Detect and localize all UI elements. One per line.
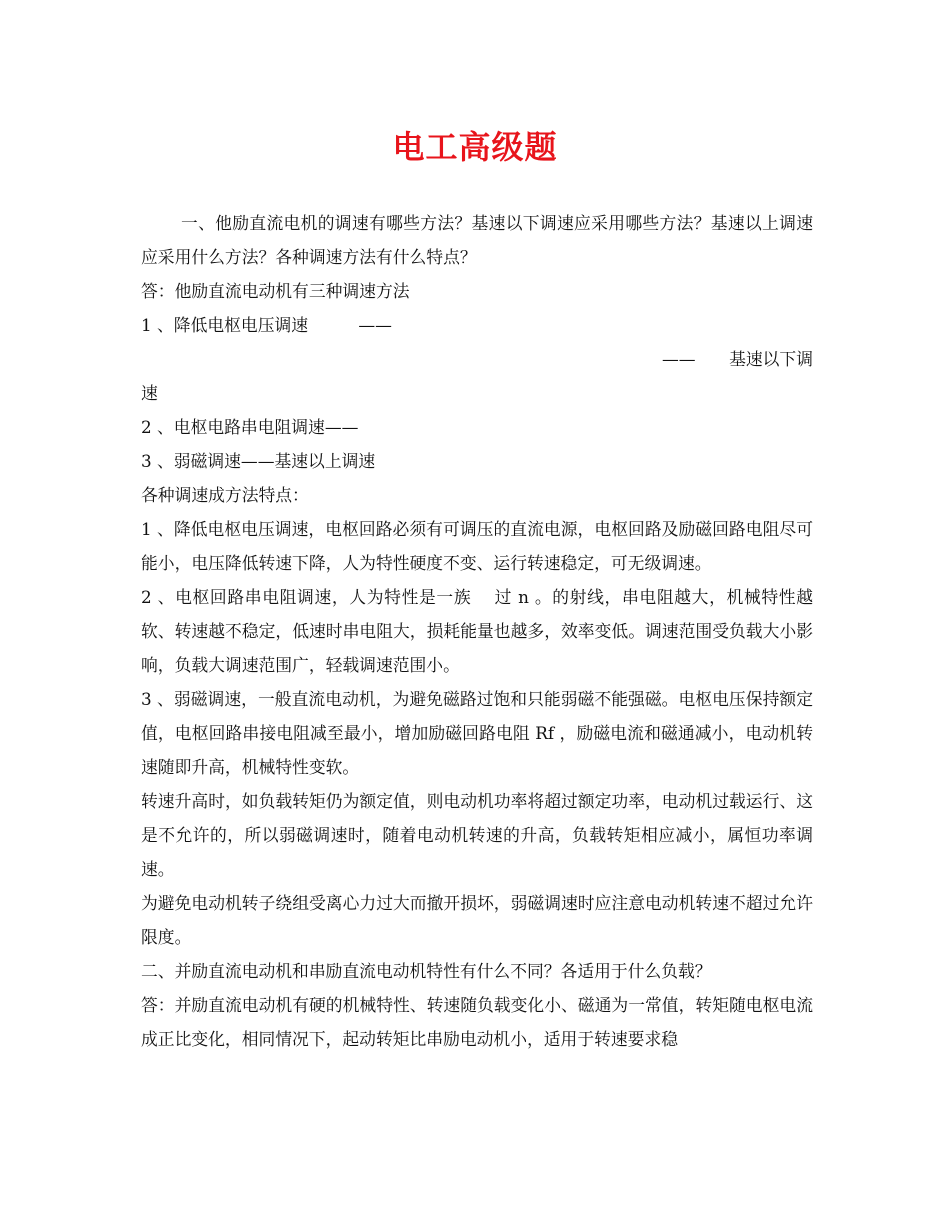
method-3-line: 3 、弱磁调速——基速以上调速 (141, 451, 376, 471)
document-title: 电工高级题 (392, 128, 558, 166)
method-1-continuation: —— 基速以下调 (661, 349, 813, 369)
answer-2: 答：并励直流电动机有硬的机械特性、转速随负载变化小、磁通为一常值，转矩随电枢电流成正比变化，相同情况下，起动转矩比串励电动机小，适用于转速要求稳 (141, 995, 813, 1049)
question-2: 二、并励直流电动机和串励直流电动机特性有什么不同？各适用于什么负载？ (141, 961, 712, 981)
features-heading: 各种调速成方法特点： (141, 485, 309, 505)
answer-1: 答：他励直流电动机有三种调速方法 (141, 281, 410, 301)
method-1-line: 1 、降低电枢电压调速 —— (141, 315, 392, 335)
feature-1: 1 、降低电枢电压调速，电枢回路必须有可调压的直流电源，电枢回路及励磁回路电阻尽可能小，电压降低转速下降，人为特性硬度不变、运行转速稳定，可无级调速。 (141, 519, 813, 573)
feature-3: 3 、弱磁调速，一般直流电动机，为避免磁路过饱和只能弱磁不能强磁。电枢电压保持额定值，电枢回路串接电阻减至最小，增加励磁回路电阻 Rf ，励磁电流和磁通减小，电动机转速随即升高，机械特性变软。 (141, 689, 813, 777)
method-1-tail: 速 (141, 383, 158, 403)
feature-3-note-2: 为避免电动机转子绕组受离心力过大而撤开损坏，弱磁调速时应注意电动机转速不超过允许限度。 (141, 893, 813, 947)
question-1: 一、他励直流电机的调速有哪些方法？基速以下调速应采用哪些方法？基速以上调速应采用什么方法？各种调速方法有什么特点？ (141, 213, 813, 267)
feature-2: 2 、电枢回路串电阻调速，人为特性是一族 过 n 。的射线，串电阻越大，机械特性越软、转速越不稳定，低速时串电阻大，损耗能量也越多，效率变低。调速范围受负载大小影响，负载大调速范围广，轻载调速范围小。 (141, 587, 813, 675)
method-2-line: 2 、电枢电路串电阻调速—— (141, 417, 359, 437)
document-body (141, 206, 813, 1056)
feature-3-note-1: 转速升高时，如负载转矩仍为额定值，则电动机功率将超过额定功率，电动机过载运行、这是不允许的，所以弱磁调速时，随着电动机转速的升高，负载转矩相应减小，属恒功率调速。 (141, 791, 813, 879)
